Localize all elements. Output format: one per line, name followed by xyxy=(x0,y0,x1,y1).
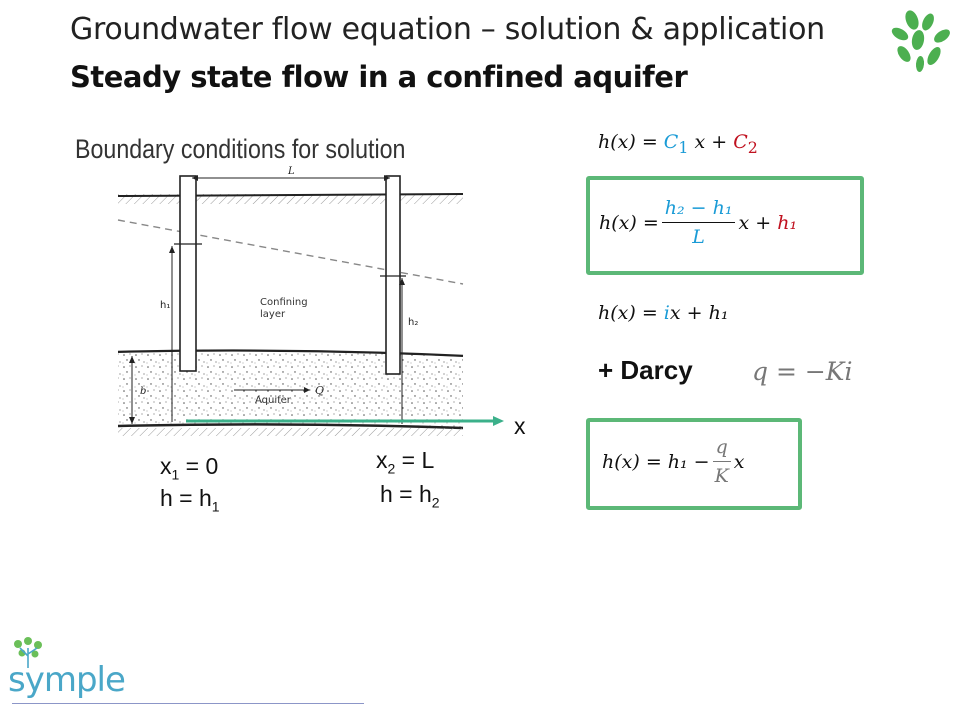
boundary-heading: Boundary conditions for solution xyxy=(75,134,406,164)
h1-condition: $h = h_1$ xyxy=(160,485,220,515)
confining-label-2: layer xyxy=(260,309,286,320)
darcy-label: + Darcy xyxy=(598,355,693,385)
final-solution-equation: h(x) = h₁ − $\frac{q}{K}$ x xyxy=(602,436,745,487)
h1-label: h₁ xyxy=(160,300,171,311)
flow-label: Q xyxy=(315,384,325,397)
gradient-equation: h(x) = ix + h₁ xyxy=(598,302,729,324)
x-axis-arrow-icon xyxy=(180,410,510,434)
thickness-label: b xyxy=(140,386,147,397)
slide-title: Groundwater flow equation – solution & application xyxy=(70,12,825,47)
general-solution-equation: $h(x) = C_1$ $x + C_2$ xyxy=(598,131,758,157)
confining-label-1: Confining xyxy=(260,297,308,308)
slide-subtitle: Steady state flow in a confined aquifer xyxy=(70,60,688,94)
aquifer-label: Aquifer xyxy=(255,395,291,406)
final-solution-box xyxy=(586,418,802,510)
x2-condition: $x_2 = L$ xyxy=(376,447,435,477)
h2-condition: $h = h_2$ xyxy=(380,481,440,511)
x-axis-label: x xyxy=(514,413,526,439)
h2-label: h₂ xyxy=(408,317,419,328)
boundary-solution-box xyxy=(586,176,864,275)
footer-logo: symple xyxy=(8,660,125,700)
length-label: L xyxy=(288,166,295,177)
x1-condition: $x_1 = 0$ xyxy=(160,453,219,483)
footer-divider xyxy=(12,703,364,704)
darcy-equation: q = −Ki xyxy=(752,357,853,386)
leaf-logo-icon xyxy=(884,8,954,74)
aquifer-diagram xyxy=(110,160,470,445)
boundary-solution-equation: h(x) = $\frac{\text{h₂ − h₁}}{L}$ x + h₁ xyxy=(599,197,798,248)
